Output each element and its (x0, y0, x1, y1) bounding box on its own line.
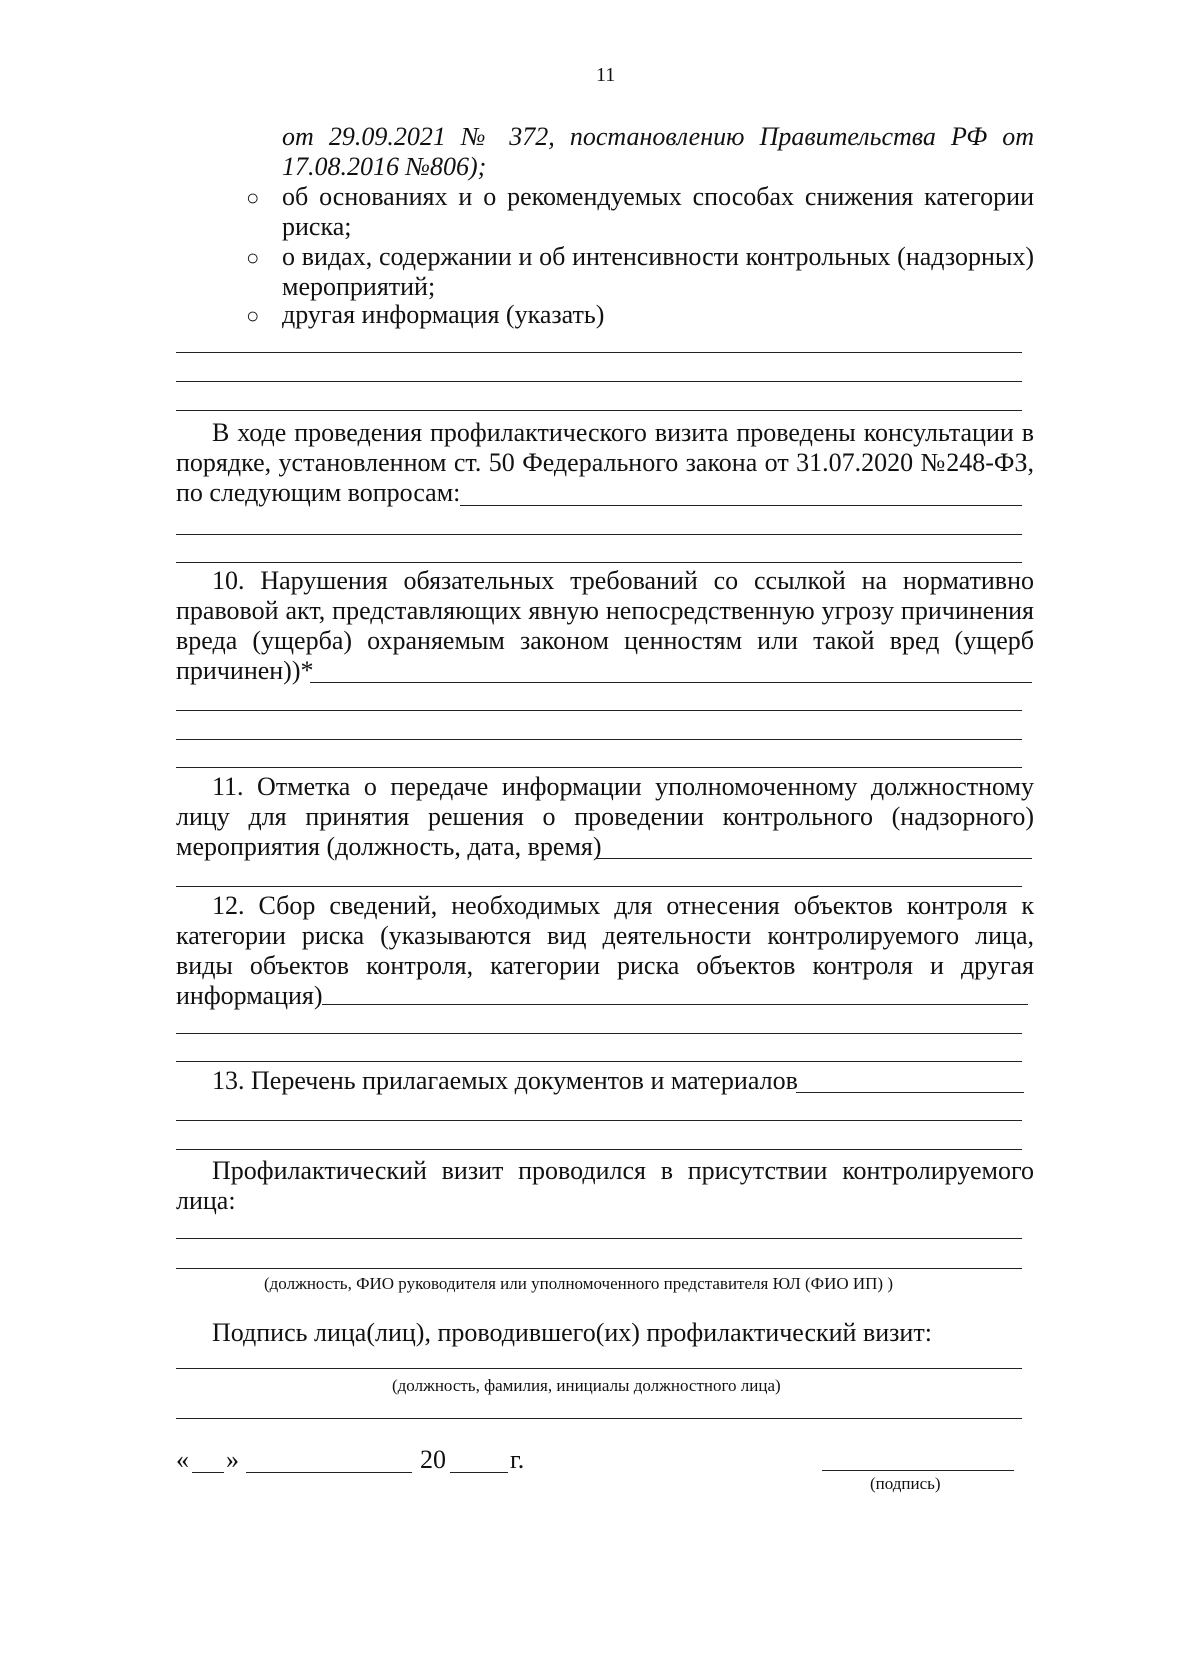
item10-line-2: правовой акт, представляющих явную непосредственную угрозу причинения (176, 596, 1034, 625)
item10-line-3: вреда (ущерба) охраняемым законом ценностям или такой вред (ущерб (176, 626, 1034, 655)
item12-line-2: категории риска (указываются вид деятельности контролируемого лица, (176, 921, 1034, 950)
blank-line[interactable] (322, 1004, 1028, 1005)
blank-line[interactable] (310, 682, 1032, 683)
bullet-1-line-1: об основаниях и о рекомендуемых способах снижения категории (282, 182, 1034, 211)
item10-line-4: причинен))* (176, 656, 314, 685)
page-number: 11 (596, 64, 616, 86)
date-year-field[interactable] (450, 1472, 508, 1473)
intro-line-1: от 29.09.2021 № 372, постановлению Правительства РФ от (282, 122, 1034, 151)
blank-line[interactable] (596, 858, 1032, 859)
item10-line-1: 10. Нарушения обязательных требований со ссылкой на нормативно (212, 566, 1034, 595)
item11-line-3: мероприятия (должность, дата, время) (176, 832, 602, 861)
bullet-3-line-1: другая информация (указать) (282, 300, 605, 329)
blank-line[interactable] (176, 886, 1022, 887)
item11-line-1: 11. Отметка о передаче информации уполномоченному должностному (212, 772, 1034, 801)
item12-line-3: виды объектов контроля, категории риска объектов контроля и другая (176, 951, 1034, 980)
blank-line[interactable] (460, 505, 1022, 506)
blank-line[interactable] (176, 1418, 1022, 1419)
blank-line[interactable] (176, 1238, 1022, 1239)
consultation-line-3: по следующим вопросам: (176, 478, 461, 507)
date-close-quote: » (226, 1445, 239, 1474)
signature-caption: (должность, фамилия, инициалы должностного лица) (392, 1376, 781, 1395)
item12-line-4: информация) (176, 981, 323, 1010)
blank-line[interactable] (176, 1033, 1022, 1034)
blank-line[interactable] (176, 352, 1022, 353)
signature-sign-caption: (подпись) (870, 1474, 941, 1493)
blank-line[interactable] (176, 767, 1022, 768)
date-year-suffix: г. (510, 1445, 525, 1474)
date-open-quote: « (176, 1445, 189, 1474)
intro-line-2: 17.08.2016 №806); (282, 152, 487, 181)
blank-line[interactable] (796, 1092, 1024, 1093)
blank-line[interactable] (176, 562, 1022, 563)
bullet-marker: ○ (246, 303, 260, 328)
presence-line-2: лица: (176, 1186, 236, 1215)
bullet-1-line-2: риска; (282, 212, 352, 241)
blank-line[interactable] (176, 1368, 1022, 1369)
blank-line[interactable] (176, 739, 1022, 740)
bullet-marker: ○ (246, 185, 260, 210)
item13-line-1: 13. Перечень прилагаемых документов и материалов (212, 1066, 798, 1095)
bullet-2-line-2: мероприятий; (282, 272, 436, 301)
presence-caption: (должность, ФИО руководителя или уполномоченного представителя ЮЛ (ФИО ИП) ) (264, 1274, 894, 1293)
blank-line[interactable] (176, 1149, 1022, 1150)
blank-line[interactable] (176, 1268, 1022, 1269)
signature-label: Подпись лица(лиц), проводившего(их) профилактический визит: (212, 1318, 932, 1347)
blank-line[interactable] (176, 534, 1022, 535)
presence-line-1: Профилактический визит проводился в присутствии контролируемого (212, 1156, 1034, 1185)
consultation-line-1: В ходе проведения профилактического визита проведены консультации в (212, 418, 1034, 447)
blank-line[interactable] (176, 381, 1022, 382)
date-month-field[interactable] (246, 1472, 412, 1473)
blank-line[interactable] (176, 710, 1022, 711)
item11-line-2: лицу для принятия решения о проведении контрольного (надзорного) (176, 802, 1034, 831)
bullet-2-line-1: о видах, содержании и об интенсивности контрольных (надзорных) (282, 242, 1034, 271)
blank-line[interactable] (176, 1061, 1022, 1062)
blank-line[interactable] (176, 410, 1022, 411)
date-day-field[interactable] (192, 1472, 224, 1473)
blank-line[interactable] (176, 1120, 1022, 1121)
signature-field[interactable] (822, 1470, 1014, 1471)
bullet-marker: ○ (246, 245, 260, 270)
item12-line-1: 12. Сбор сведений, необходимых для отнесения объектов контроля к (212, 891, 1034, 920)
consultation-line-2: порядке, установленном ст. 50 Федерального закона от 31.07.2020 №248-ФЗ, (176, 448, 1034, 477)
date-year-prefix: 20 (420, 1445, 446, 1474)
